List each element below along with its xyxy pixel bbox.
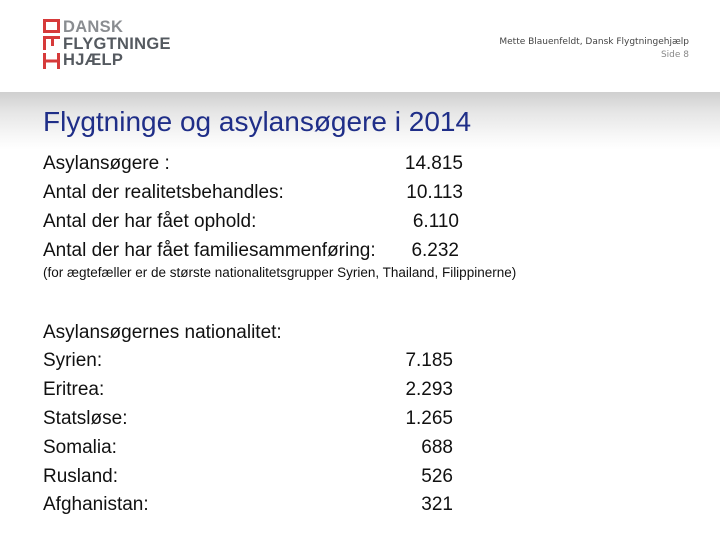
dfh-logo [42, 18, 182, 70]
stat-value: 6.110 [412, 211, 459, 232]
stat-label: Antal der har fået familiesammenføring: [43, 240, 376, 261]
stat-label: Antal der realitetsbehandles: [43, 182, 284, 203]
nationality-value: 526 [421, 466, 453, 487]
logo-line-3: HJÆLP [63, 51, 124, 69]
author-info [499, 36, 689, 62]
nationality-heading: Asylansøgernes nationalitet: [43, 322, 282, 343]
nationality-value: 321 [421, 494, 453, 515]
footnote: (for ægtefæller er de største nationalitetsgrupper Syrien, Thailand, Filippinerne) [43, 265, 517, 280]
logo-line-1: DANSK [63, 18, 124, 36]
stat-label: Antal der har fået ophold: [43, 211, 257, 232]
stat-value: 14.815 [404, 153, 463, 174]
nationality-label: Eritrea: [43, 379, 105, 400]
logo-line-2: FLYGTNINGE [63, 34, 171, 53]
author-name: Mette Blauenfeldt, Dansk Flygtningehjælp [499, 37, 689, 47]
stat-value: 10.113 [406, 182, 463, 203]
nationality-label: Somalia: [43, 437, 117, 458]
slide-header [0, 0, 720, 92]
nationality-label: Rusland: [43, 466, 118, 487]
nationality-value: 1.265 [405, 408, 453, 429]
stat-value: 6.232 [411, 240, 459, 261]
logo-wordmark [63, 19, 171, 69]
nationality-label: Afghanistan: [43, 494, 149, 515]
nationality-value: 688 [421, 437, 453, 458]
page-number: Side 8 [660, 50, 689, 60]
nationality-label: Syrien: [43, 350, 103, 371]
nationality-value: 7.185 [405, 350, 453, 371]
dfh-logo-mark [42, 18, 62, 70]
nationality-label: Statsløse: [43, 408, 128, 429]
stat-label: Asylansøgere : [43, 153, 170, 174]
nationality-value: 2.293 [405, 379, 453, 400]
slide-title: Flygtninge og asylansøgere i 2014 [43, 106, 472, 137]
